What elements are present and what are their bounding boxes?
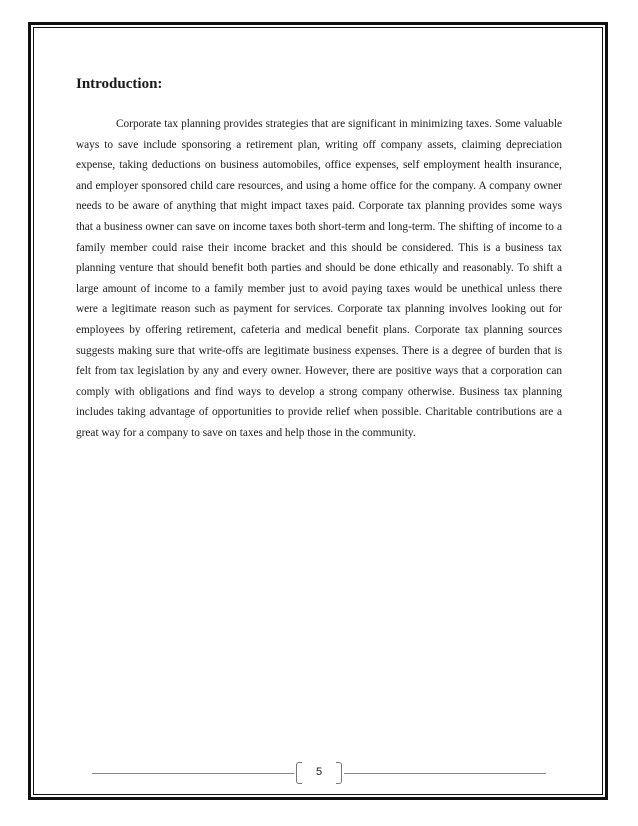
page-number: 5 <box>315 766 323 778</box>
footer-bracket-right <box>336 762 342 784</box>
body-paragraph: Corporate tax planning provides strategies that are significant in minimizing taxes. Some valuable ways to save include sponsoring a retirement plan, writing off company assets, claiming depreciation expense, taking deductions on business automobiles, office expenses, self employment health insurance, and employer sponsored child care resources, and using a home office for the company. A company owner needs to be aware of anything that might impact taxes paid. Corporate tax planning provides some ways that a business owner can save on income taxes both short-term and long-term. The shifting of income to a family member could raise their income bracket and this should be considered. This is a business tax planning venture that should benefit both parties and should be done ethically and reasonably. To shift a large amount of income to a family member just to avoid paying taxes would be unethical unless there were a legitimate reason such as payment for services. Corporate tax planning involves looking out for employees by offering retirement, cafeteria and medical benefit plans. Corporate tax planning sources suggests making sure that write-offs are legitimate business expenses. There is a degree of burden that is felt from tax legislation by any and every owner. However, there are positive ways that a corporation can comply with obligations and find ways to develop a strong company otherwise. Business tax planning includes taking advantage of opportunities to provide relief when possible. Charitable contributions are a great way for a company to save on taxes and help those in the community. <box>76 118 562 439</box>
section-heading: Introduction: <box>76 76 163 92</box>
footer-rule-left <box>92 773 294 774</box>
page-content <box>76 74 562 444</box>
footer-rule-right <box>344 773 546 774</box>
page-footer <box>92 760 546 788</box>
